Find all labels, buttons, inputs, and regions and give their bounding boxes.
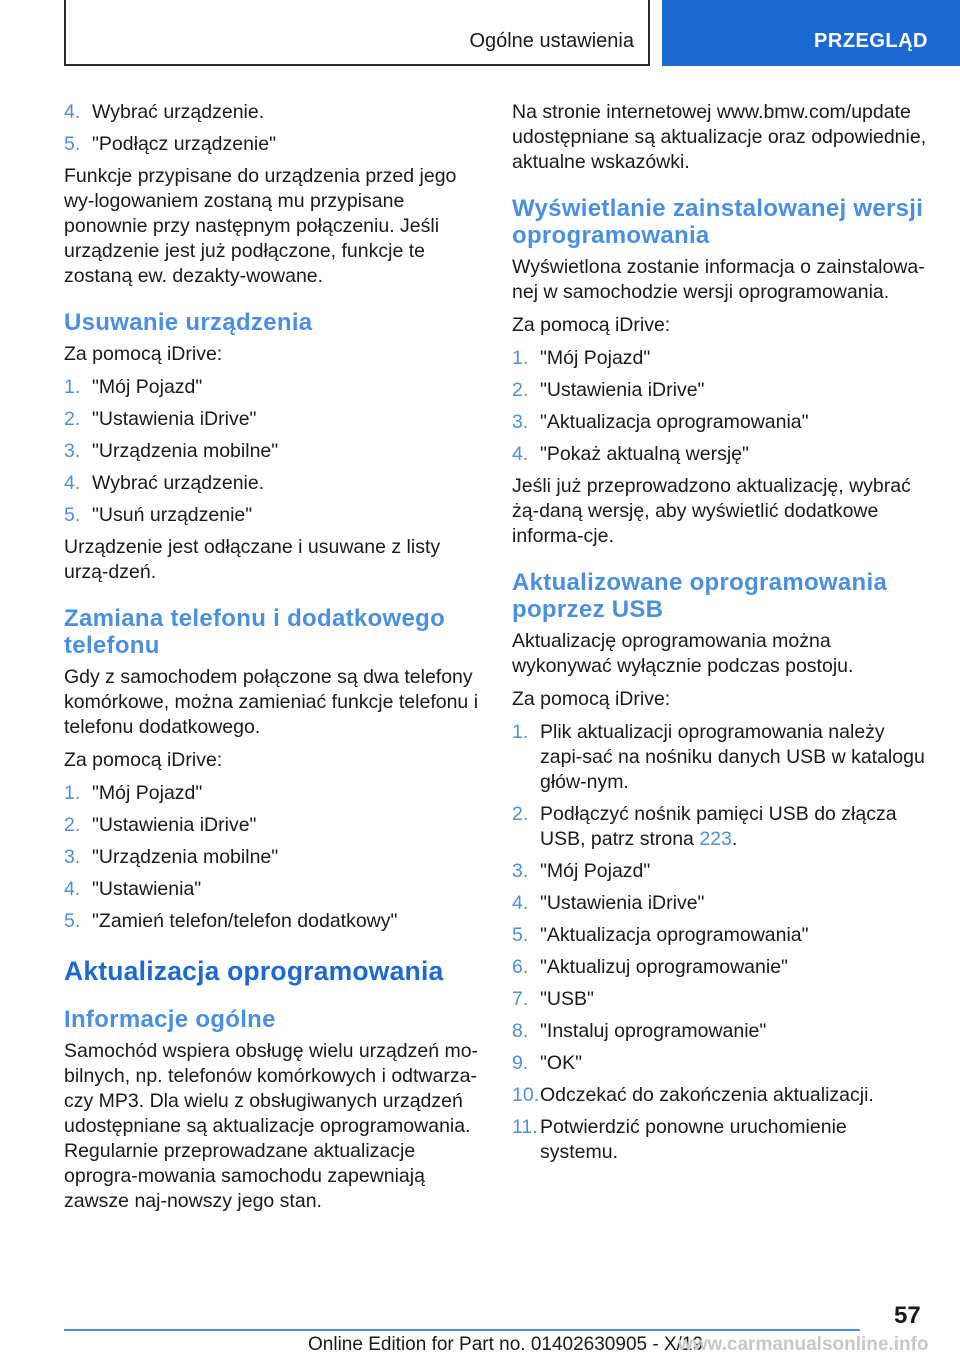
list-item: 9. "OK" xyxy=(512,1052,583,1074)
connect-steps xyxy=(64,100,479,157)
watermark: www.carmanualsonline.info xyxy=(678,1334,929,1355)
list-item: 3. "Urządzenia mobilne" xyxy=(64,846,279,868)
paragraph: Samochód wspiera obsługę wielu urządzeń mo-bilnych, np. telefonów komórkowych i odtwarza-czy MP3. Dla wielu z obsługiwanych urządzeń udostępniane są aktualizacje oprogramowania. Regularnie przeprowadzane aktualizacje oprogra-mowania samochodu zapewniają zawsze naj-nowszy jego stan. xyxy=(64,1040,479,1212)
left-column xyxy=(64,100,479,1222)
list-item: 1. Plik aktualizacji oprogramowania należy zapi-sać na nośniku danych USB w katalogu głów-nym. xyxy=(512,721,925,793)
section-heading: Zamiana telefonu i dodatkowego telefonu xyxy=(64,605,446,659)
section-tab xyxy=(64,0,650,66)
list-item: 4. "Ustawienia" xyxy=(64,878,202,900)
paragraph: Za pomocą iDrive: xyxy=(512,688,671,710)
list-item: 10. Odczekać do zakończenia aktualizacji. xyxy=(512,1084,874,1106)
paragraph: Gdy z samochodem połączone są dwa telefony komórkowe, można zamieniać funkcje telefonu i telefonu dodatkowego. xyxy=(64,666,479,738)
list-item: 4. "Pokaż aktualną wersję" xyxy=(512,443,749,465)
list-item: 5. "Usuń urządzenie" xyxy=(64,504,253,526)
list-item: 6. "Aktualizuj oprogramowanie" xyxy=(512,956,788,978)
list-item: 2. Podłączyć nośnik pamięci USB do złącza USB, patrz strona 223. xyxy=(512,803,897,850)
paragraph: Za pomocą iDrive: xyxy=(512,314,671,336)
section-heading: Informacje ogólne xyxy=(64,1006,276,1033)
paragraph: Za pomocą iDrive: xyxy=(64,749,223,771)
paragraph: Urządzenie jest odłączane i usuwane z listy urzą-dzeń. xyxy=(64,536,441,583)
paragraph: Aktualizację oprogramowania można wykonywać wyłącznie podczas postoju. xyxy=(512,630,854,677)
page-link[interactable]: 223 xyxy=(699,828,732,850)
list-item: 8. "Instaluj oprogramowanie" xyxy=(512,1020,767,1042)
swap-steps xyxy=(64,781,479,934)
section-heading: Usuwanie urządzenia xyxy=(64,309,313,336)
version-steps xyxy=(512,346,927,467)
list-item: 1. "Mój Pojazd" xyxy=(64,782,203,804)
list-item: 5. "Aktualizacja oprogramowania" xyxy=(512,924,809,946)
footer-divider xyxy=(64,1329,860,1331)
chapter-title: PRZEGLĄD xyxy=(814,30,928,52)
list-item: 1. "Mój Pojazd" xyxy=(64,376,203,398)
section-title: Ogólne ustawienia xyxy=(469,30,634,52)
paragraph: Funkcje przypisane do urządzenia przed jego wy-logowaniem zostaną mu przypisane ponownie przy następnym połączeniu. Jeśli urządzenie jest już podłączone, funkcje te zostaną ew. dezakty-wowane. xyxy=(64,165,457,287)
right-column xyxy=(512,100,927,1172)
chapter-heading: Aktualizacja oprogramowania xyxy=(64,956,444,986)
list-item: 4. Wybrać urządzenie. xyxy=(64,101,265,123)
list-item: 3. "Aktualizacja oprogramowania" xyxy=(512,411,809,433)
page-header xyxy=(0,0,960,66)
paragraph: Za pomocą iDrive: xyxy=(64,343,223,365)
list-item: 7. "USB" xyxy=(512,988,594,1010)
list-item: 11. Potwierdzić ponowne uruchomienie systemu. xyxy=(512,1116,847,1163)
section-heading: Wyświetlanie zainstalowanej wersji oprogramowania xyxy=(512,195,924,249)
list-item: 5. "Zamień telefon/telefon dodatkowy" xyxy=(64,910,398,932)
list-item: 2. "Ustawienia iDrive" xyxy=(64,814,257,836)
chapter-badge xyxy=(662,0,960,66)
usb-steps xyxy=(512,720,927,1165)
paragraph: Wyświetlona zostanie informacja o zainstalowa-nej w samochodzie wersji oprogramowania. xyxy=(512,256,925,303)
list-item: 2. "Ustawienia iDrive" xyxy=(512,379,705,401)
paragraph: Na stronie internetowej www.bmw.com/update udostępniane są aktualizacje oraz odpowiednie, aktualne wskazówki. xyxy=(512,101,927,173)
paragraph: Jeśli już przeprowadzono aktualizację, wybrać żą-daną wersję, aby wyświetlić dodatkowe informa-cje. xyxy=(512,475,911,547)
list-item: 3. "Mój Pojazd" xyxy=(512,860,651,882)
remove-steps xyxy=(64,375,479,528)
list-item: 4. Wybrać urządzenie. xyxy=(64,472,265,494)
list-item: 5. "Podłącz urządzenie" xyxy=(64,133,277,155)
list-item: 1. "Mój Pojazd" xyxy=(512,347,651,369)
section-heading: Aktualizowane oprogramowania poprzez USB xyxy=(512,569,888,623)
list-item: 4. "Ustawienia iDrive" xyxy=(512,892,705,914)
list-item: 3. "Urządzenia mobilne" xyxy=(64,440,279,462)
page-number: 57 xyxy=(894,1302,921,1329)
edition-text: Online Edition for Part no. 01402630905 - X/19 xyxy=(308,1334,704,1355)
list-item: 2. "Ustawienia iDrive" xyxy=(64,408,257,430)
